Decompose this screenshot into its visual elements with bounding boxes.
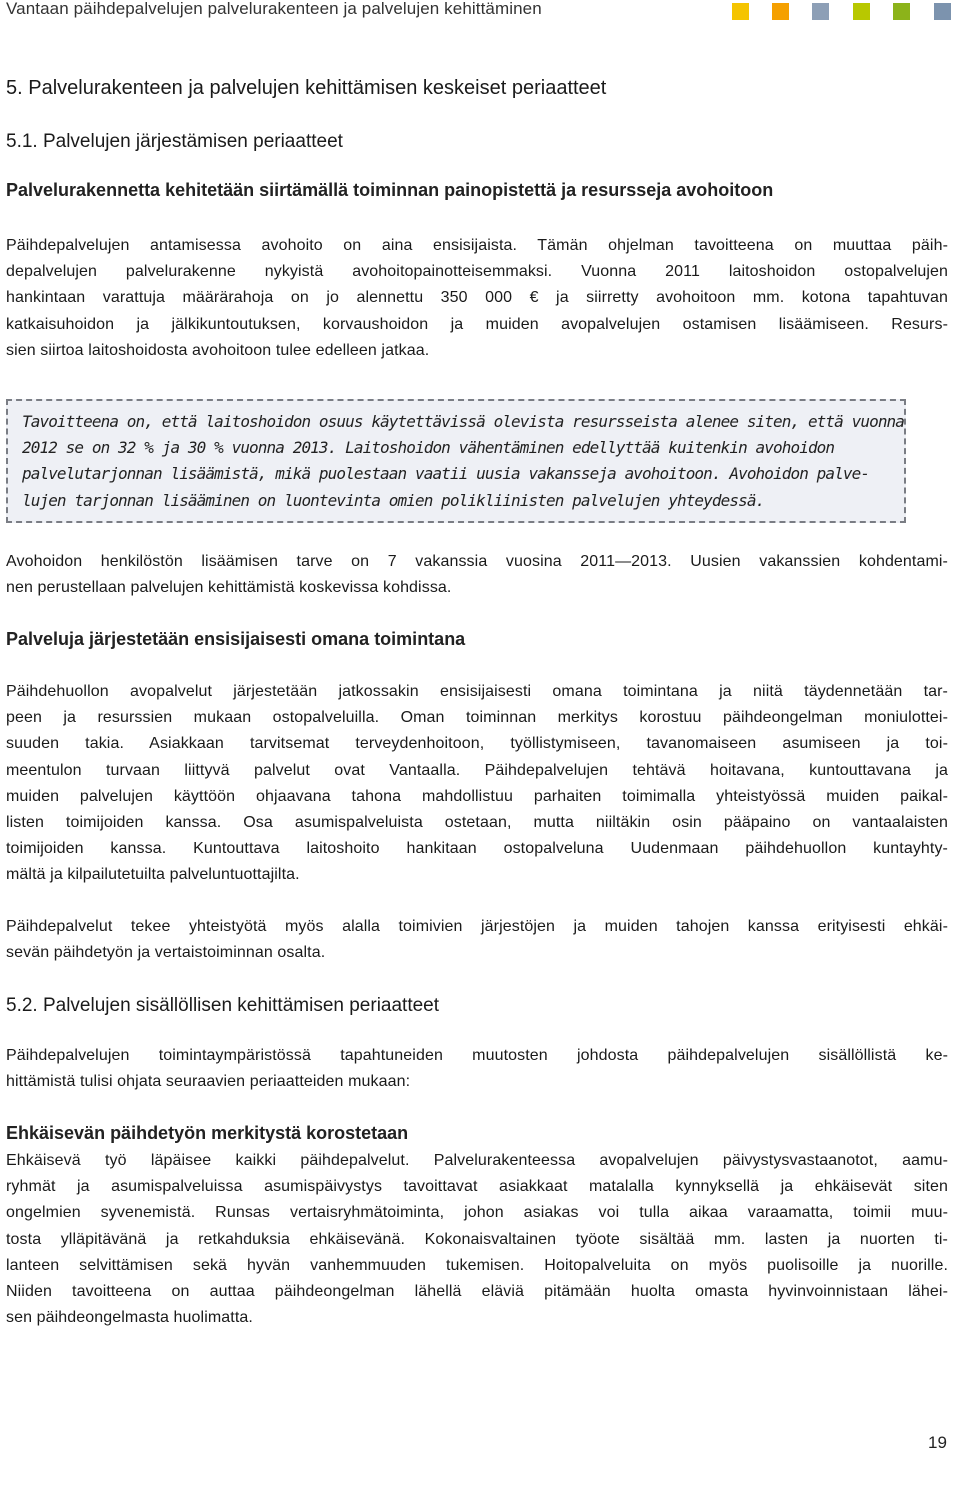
running-header-title: Vantaan päihdepalvelujen palvelurakenteen ja palvelujen kehittäminen: [6, 0, 542, 18]
text-line: palvelutarjonnan lisäämistä, mikä puolestaan vaatii uusia vakansseja avohoitoon. Avohoidon palve-: [22, 464, 870, 484]
paragraph-periaatteet: [6, 1043, 948, 1095]
lime-square: [853, 3, 870, 20]
paragraph-avohoito: [6, 233, 948, 364]
bold-heading-omana-toimintana: Palveluja järjestetään ensisijaisesti omana toimintana: [6, 629, 466, 649]
text-line: suuden takia. Asiakkaan tarvitsemat terveydenhoitoon, työllistymiseen, tavanomaiseen asumiseen ja toi-: [6, 735, 948, 753]
text-line: lanteen selvittämisen sekä hyvän vanhemmuuden tukemisen. Hoitopalveluita on myös puolisoille ja nuorille.: [6, 1256, 948, 1274]
text-line: peen ja resurssien mukaan ostopalveluilla. Oman toiminnan merkitys korostuu päihdeongelman moniulottei-: [6, 709, 948, 727]
text-line: hankintaan varattuja määrärahoja on jo alennettu 350 000 € ja siirretty avohoitoon mm. kotona tapahtuvan: [6, 289, 948, 307]
text-line: lujen tarjonnan lisääminen on luontevinta omien polikliinisten palvelujen yhteydessä.: [22, 490, 765, 510]
text-line: sevän päihdetyön ja vertaistoiminnan osalta.: [6, 944, 326, 962]
slate-square: [934, 3, 951, 20]
text-line: Tavoitteena on, että laitoshoidon osuus käytettävissä olevista resursseista alenee siten, että vuonna: [22, 412, 905, 431]
text-line: ongelmien syvenemistä. Runsas vertaisryhmätoiminta, johon asiakas voi tulla aikaa varaamatta, toimii muu-: [6, 1204, 948, 1222]
text-line: Avohoidon henkilöstön lisäämisen tarve on 7 vakanssia vuosina 2011—2013. Uusien vakanssien kohdentami-: [6, 553, 948, 570]
orange-square: [772, 3, 789, 20]
bold-heading-avohoito: Palvelurakennetta kehitetään siirtämällä toiminnan painopistettä ja resursseja avohoitoon: [6, 180, 774, 200]
steel-square: [812, 3, 829, 20]
text-line: Päihdepalvelut tekee yhteistyötä myös alalla toimivien järjestöjen ja muiden tahojen kanssa erityisesti ehkäi-: [6, 918, 948, 935]
paragraph-yhteistyo: [6, 914, 948, 966]
text-line: Ehkäisevä työ läpäisee kaikki päihdepalvelut. Palvelurakenteessa avopalvelujen päivystysvastaanotot, aamu-: [6, 1152, 948, 1169]
text-line: 2012 se on 32 % ja 30 % vuonna 2013. Laitoshoidon vähentäminen edellyttää kuitenkin avohoidon: [22, 438, 835, 458]
text-line: tosta ylläpitävänä ja retkahduksia ehkäisevänä. Kokonaisvaltainen työote sisältää mm. lasten ja nuorten ti-: [6, 1230, 948, 1248]
text-line: hittämistä tulisi ohjata seuraavien periaatteiden mukaan:: [6, 1073, 411, 1091]
subsection-title-5-2: 5.2. Palvelujen sisällöllisen kehittämisen periaatteet: [6, 995, 440, 1016]
text-line: sen päihdeongelmasta huolimatta.: [6, 1309, 253, 1327]
running-header: [0, 0, 960, 26]
text-line: ryhmät ja asumispalveluissa asumispäivystys tavoittavat asiakkaat matalalla kynnyksellä ja ehkäisevät siten: [6, 1178, 948, 1196]
paragraph-vakanssit: [6, 549, 948, 601]
text-line: muiden palvelujen käyttöön ohjaavana tahona mahdollistuu parhaiten toimimalla yhteistyössä muiden paikal-: [6, 787, 948, 805]
goal-callout-box: [6, 399, 906, 523]
yellow-square: [732, 3, 749, 20]
text-line: meentulon turvaan liittyvä palvelut ovat Vantaalla. Päihdepalvelujen tehtävä hoitavana, kuntouttavana ja: [6, 761, 948, 779]
text-line: listen toimijoiden kanssa. Osa asumispalveluista ostetaan, mutta niiltäkin osin pääpaino on vantaalaisten: [6, 814, 948, 832]
green-square: [893, 3, 910, 20]
section-title: 5. Palvelurakenteen ja palvelujen kehittämisen keskeiset periaatteet: [6, 77, 607, 99]
text-line: Päihdehuollon avopalvelut järjestetään jatkossakin ensisijaisesti omana toimintana ja niitä täydennetään tar-: [6, 683, 948, 700]
text-line: Päihdepalvelujen antamisessa avohoito on aina ensisijaista. Tämän ohjelman tavoitteena on muuttaa päih-: [6, 237, 948, 254]
bold-heading-ehkaiseva: Ehkäisevän päihdetyön merkitystä korostetaan: [6, 1123, 409, 1143]
text-line: Niiden tavoitteena on auttaa päihdeongelman lähellä eläviä pitämään huolta omasta hyvinvoinnistaan lähei-: [6, 1283, 948, 1301]
page-number: 19: [928, 1433, 947, 1452]
text-line: sien siirtoa laitoshoidosta avohoitoon tulee edelleen jatkaa.: [6, 341, 430, 359]
goal-callout-text: [22, 409, 905, 514]
subsection-title-5-1: 5.1. Palvelujen järjestämisen periaatteet: [6, 131, 343, 152]
text-line: mältä ja kilpailutetuilta palveluntuottajilta.: [6, 866, 300, 884]
text-line: nen perustellaan palvelujen kehittämistä koskevissa kohdissa.: [6, 579, 452, 597]
text-line: toimijoiden kanssa. Kuntouttava laitoshoito hankitaan ostopalveluna Uudenmaan päihdehuollon kuntayhty-: [6, 840, 948, 858]
paragraph-ehkaiseva: [6, 1148, 948, 1331]
text-line: katkaisuhoidon ja jälkikuntoutuksen, korvaushoidon ja muiden avopalvelujen ostamisen lisäämiseen. Resurs-: [6, 315, 948, 333]
text-line: Päihdepalvelujen toimintaympäristössä tapahtuneiden muutosten johdosta päihdepalvelujen sisällöllistä ke-: [6, 1047, 948, 1064]
text-line: depalvelujen palvelurakenne nykyistä avohoitopainotteisemmaksi. Vuonna 2011 laitoshoidon ostopalvelujen: [6, 263, 948, 281]
paragraph-avopalvelut: [6, 679, 948, 889]
